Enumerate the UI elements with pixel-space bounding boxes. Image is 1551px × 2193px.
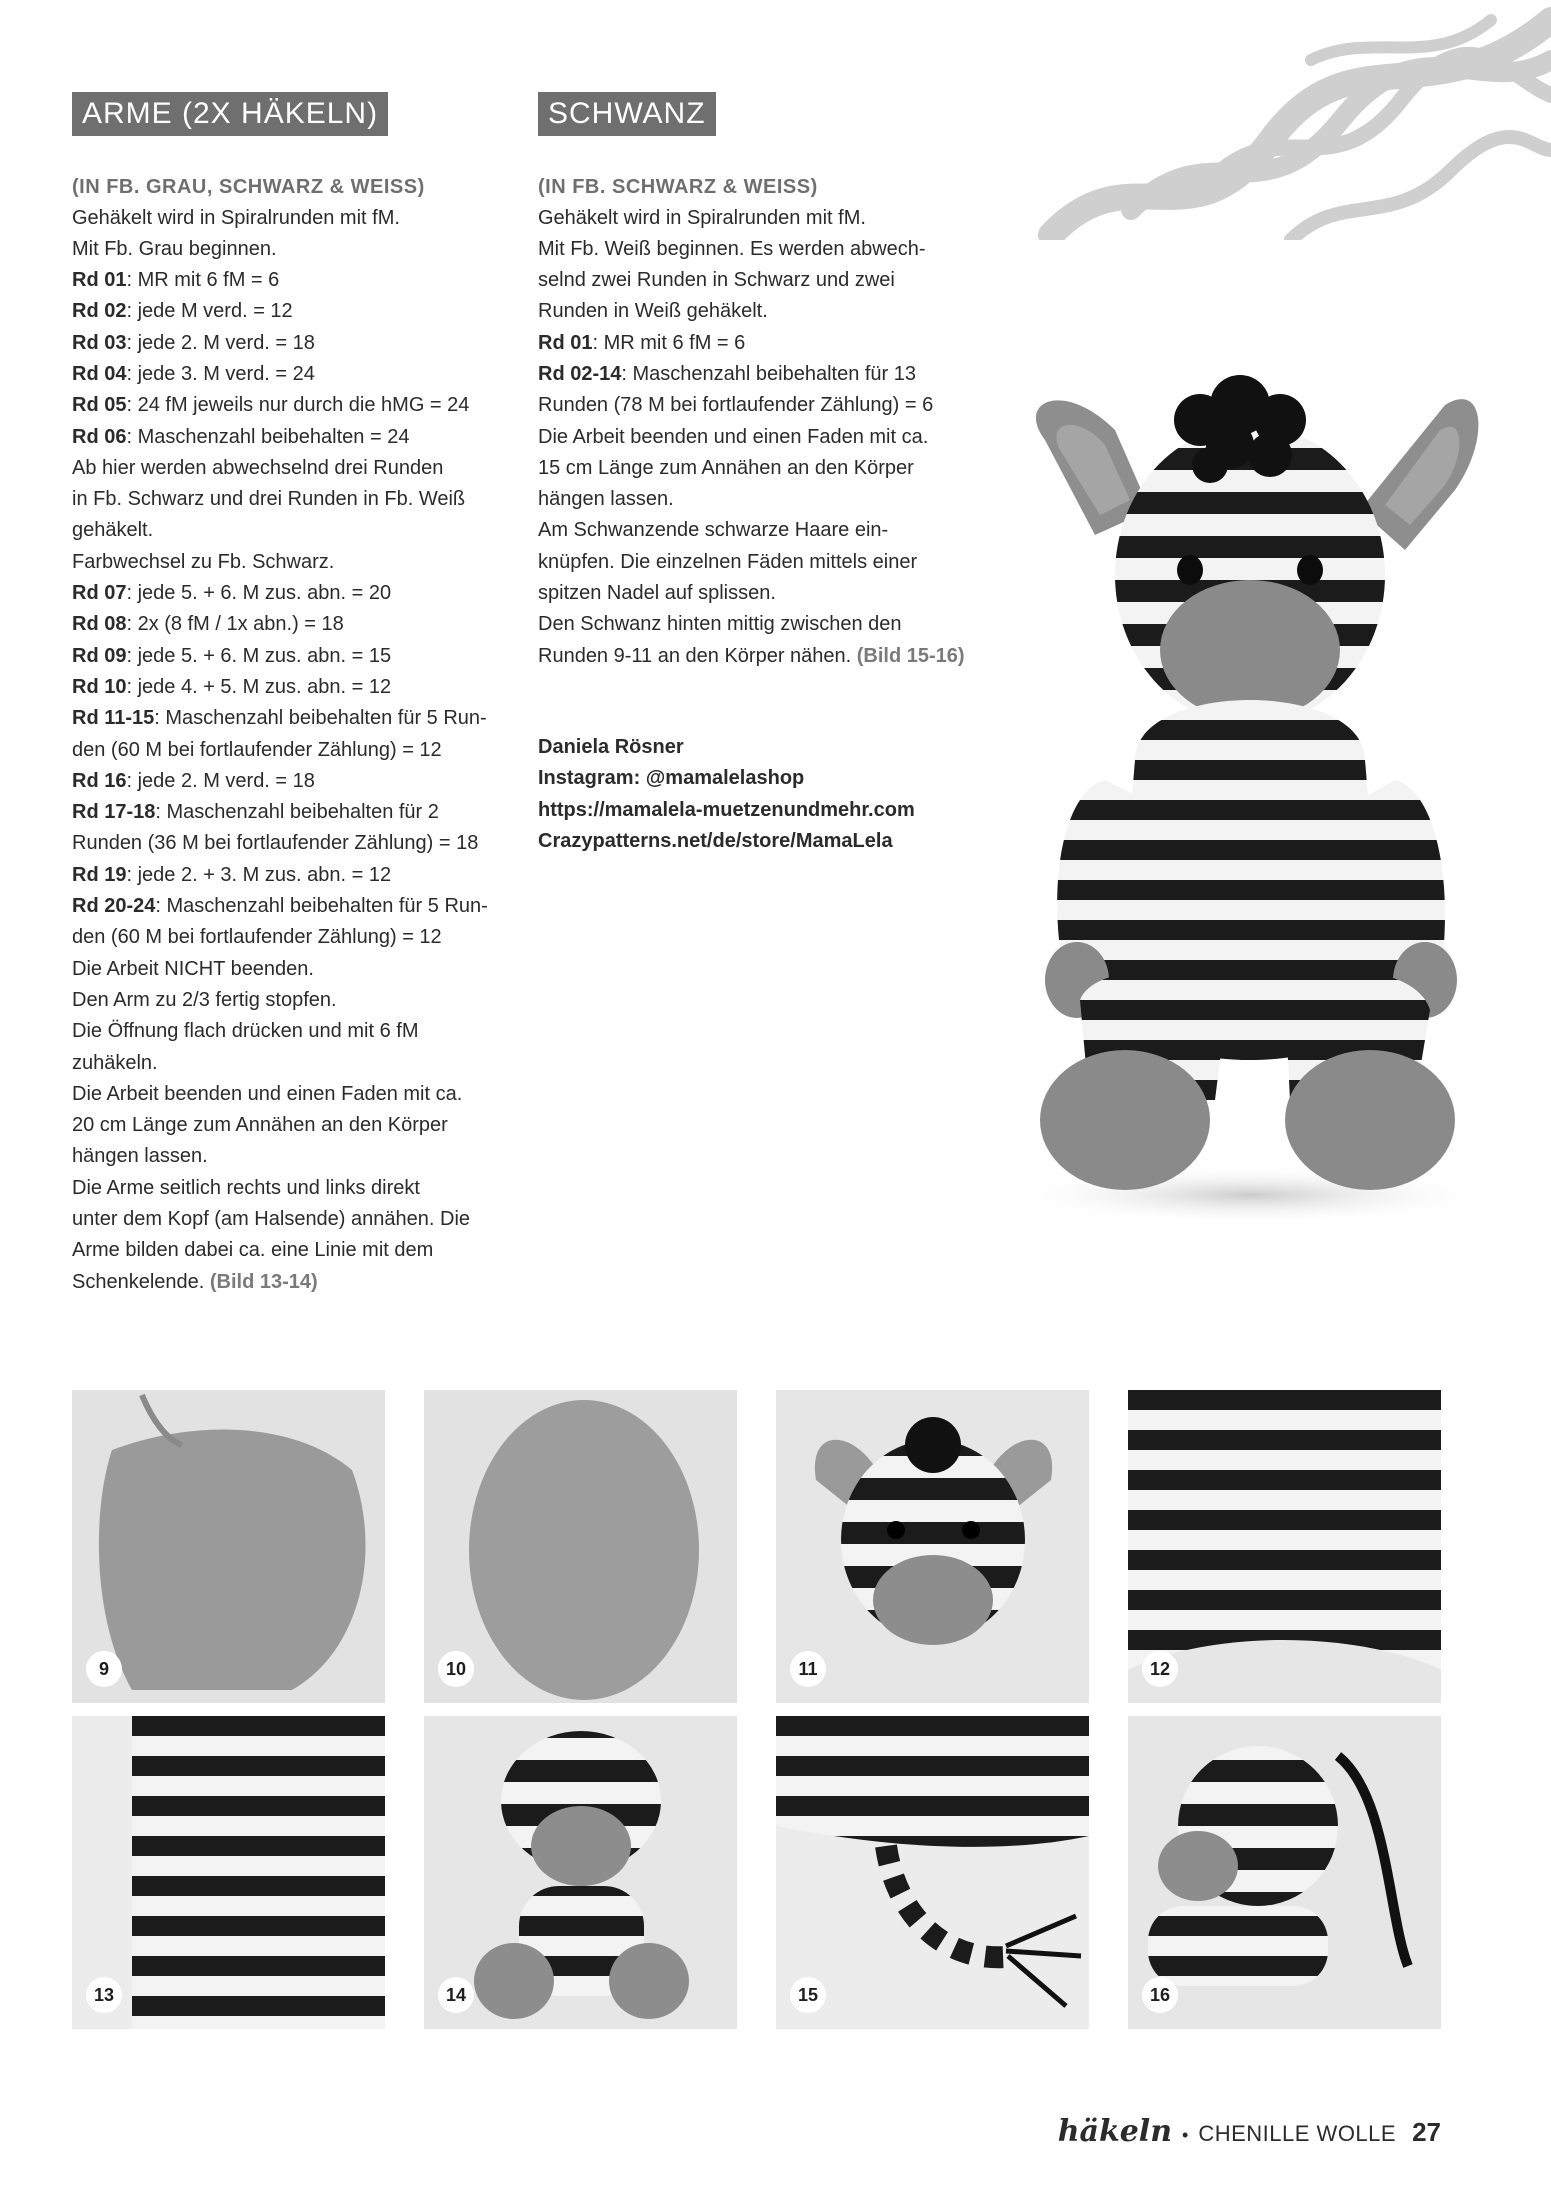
round-label: Rd 02-14: [538, 362, 622, 385]
instruction-line: [72, 515, 512, 546]
step-photo-16: [1128, 1716, 1441, 2029]
instruction-line: [538, 203, 978, 234]
instruction-text: Am Schwanzende schwarze Haare ein-: [538, 519, 889, 542]
grey-crochet-swatch-image: [72, 1390, 385, 1703]
instruction-text: Die Öffnung flach drücken und mit 6 fM: [72, 1020, 419, 1043]
instruction-line: [72, 735, 512, 766]
instruction-text: : Maschenzahl beibehalten = 24: [126, 425, 410, 448]
arms-section: [72, 92, 512, 1298]
instruction-text: : Maschenzahl beibehalten für 5 Run-: [154, 707, 487, 730]
arms-subheading: (IN FB. GRAU, SCHWARZ & WEISS): [72, 175, 425, 198]
instruction-text: Runden (78 M bei fortlaufender Zählung) = 6: [538, 394, 934, 417]
instruction-line: [72, 1235, 512, 1266]
instruction-line: [72, 985, 512, 1016]
instruction-text: unter dem Kopf (am Halsende) annähen. Die: [72, 1208, 471, 1230]
arms-instructions: [72, 203, 512, 1298]
instruction-line: [72, 609, 512, 640]
tail-instructions: [538, 203, 978, 672]
instruction-line: [72, 578, 512, 609]
round-label: Rd 09: [72, 644, 127, 667]
instruction-line: [72, 359, 512, 390]
instruction-text: Runden in Weiß gehäkelt.: [538, 300, 768, 323]
brush-wave-decoration: [1011, 0, 1551, 240]
instruction-text: Die Arbeit NICHT beenden.: [72, 957, 314, 980]
photo-number-badge: 16: [1142, 1977, 1178, 2013]
author-name: Daniela Rösner: [538, 735, 684, 758]
instagram-handle: Instagram: @mamalelashop: [538, 767, 805, 790]
instruction-line: [72, 1141, 512, 1172]
instruction-line: [538, 359, 978, 390]
instruction-line: [72, 766, 512, 797]
instruction-text: Arme bilden dabei ca. eine Linie mit dem: [72, 1239, 434, 1262]
footer-separator: •: [1182, 2125, 1189, 2145]
instruction-line: [72, 484, 512, 515]
instruction-text: hängen lassen.: [538, 488, 674, 511]
instruction-line: [72, 422, 512, 453]
author-credits: [538, 732, 978, 857]
instruction-text: : jede 5. + 6. M zus. abn. = 15: [126, 644, 392, 667]
instruction-text: zuhäkeln.: [72, 1051, 158, 1074]
instruction-text: : Maschenzahl beibehalten für 2: [155, 801, 439, 824]
instruction-line: [72, 672, 512, 703]
round-label: Rd 16: [72, 769, 127, 792]
instruction-line: [72, 703, 512, 734]
website-link: https://mamalela-muetzenundmehr.com: [538, 798, 915, 821]
tail-section: [538, 92, 978, 857]
zebra-tail-closeup-image: [776, 1716, 1089, 2029]
round-label: Rd 01: [72, 269, 127, 292]
step-photo-12: [1128, 1390, 1441, 1703]
instruction-text: den (60 M bei fortlaufender Zählung) = 12: [72, 926, 442, 949]
instruction-line: [72, 1204, 512, 1235]
instruction-text: : jede 4. + 5. M zus. abn. = 12: [126, 675, 392, 698]
instruction-text: : jede 2. M verd. = 18: [126, 331, 315, 354]
instruction-line: [72, 828, 512, 859]
round-label: Rd 20-24: [72, 895, 156, 918]
instruction-line: [72, 954, 512, 985]
instruction-text: Gehäkelt wird in Spiralrunden mit fM.: [72, 206, 400, 229]
image-reference: (Bild 15-16): [856, 644, 965, 667]
instruction-text: Runden 9-11 an den Körper nähen.: [538, 644, 857, 667]
instruction-line: [72, 641, 512, 672]
instruction-line: [72, 797, 512, 828]
step-photo-11: [776, 1390, 1089, 1703]
step-photo-13: [72, 1716, 385, 2029]
instruction-text: : Maschenzahl beibehalten für 13: [621, 362, 917, 385]
instruction-text: : jede 2. M verd. = 18: [126, 769, 315, 792]
instruction-text: gehäkelt.: [72, 519, 154, 542]
magazine-brand: häkeln: [1057, 2114, 1173, 2149]
instruction-line: [538, 641, 978, 672]
instruction-text: Den Schwanz hinten mittig zwischen den: [538, 613, 902, 636]
instruction-line: [538, 328, 978, 359]
instruction-line: [538, 390, 978, 421]
round-label: Rd 05: [72, 394, 127, 417]
instruction-line: [72, 547, 512, 578]
photo-number-badge: 9: [86, 1651, 122, 1687]
round-label: Rd 01: [538, 331, 593, 354]
instruction-text: Mit Fb. Weiß beginnen. Es werden abwech-: [538, 237, 926, 260]
instruction-text: Gehäkelt wird in Spiralrunden mit fM.: [538, 206, 866, 229]
instruction-line: [538, 422, 978, 453]
instruction-line: [72, 390, 512, 421]
instruction-line: [538, 578, 978, 609]
round-label: Rd 07: [72, 582, 127, 605]
photo-number-badge: 12: [1142, 1651, 1178, 1687]
page-number: 27: [1412, 2117, 1441, 2147]
instruction-text: Ab hier werden abwechselnd drei Runden: [72, 456, 444, 479]
instruction-text: spitzen Nadel auf splissen.: [538, 582, 776, 605]
instruction-text: : 24 fM jeweils nur durch die hMG = 24: [126, 394, 470, 417]
round-label: Rd 19: [72, 863, 127, 886]
instruction-text: 20 cm Länge zum Annähen an den Körper: [72, 1114, 448, 1137]
zebra-side-tail-image: [1128, 1716, 1441, 2029]
grey-crochet-ear-image: [424, 1390, 737, 1703]
round-label: Rd 10: [72, 675, 127, 698]
step-photo-10: [424, 1390, 737, 1703]
image-reference: (Bild 13-14): [209, 1270, 318, 1293]
tail-heading: SCHWANZ: [538, 92, 716, 136]
round-label: Rd 03: [72, 331, 127, 354]
instruction-text: Den Arm zu 2/3 fertig stopfen.: [72, 988, 337, 1011]
zebra-arm-attach-image: [72, 1716, 385, 2029]
instruction-text: in Fb. Schwarz und drei Runden in Fb. Weiß: [72, 488, 466, 511]
instruction-text: : jede 3. M verd. = 24: [126, 362, 315, 385]
instruction-text: Die Arme seitlich rechts und links direkt: [72, 1176, 420, 1199]
instruction-text: 15 cm Länge zum Annähen an den Körper: [538, 456, 914, 479]
instruction-text: : jede M verd. = 12: [126, 300, 293, 323]
instruction-line: [72, 922, 512, 953]
instruction-line: [72, 1110, 512, 1141]
instruction-line: [72, 860, 512, 891]
instruction-line: [538, 547, 978, 578]
page-footer: [1058, 2114, 1441, 2149]
round-label: Rd 08: [72, 613, 127, 636]
instruction-line: [72, 203, 512, 234]
zebra-amigurumi-photo: [985, 360, 1505, 1220]
round-label: Rd 02: [72, 300, 127, 323]
instruction-line: [538, 234, 978, 265]
instruction-line: [538, 453, 978, 484]
instruction-line: [72, 891, 512, 922]
instruction-line: [72, 1016, 512, 1047]
instruction-text: Die Arbeit beenden und einen Faden mit ca.: [538, 425, 929, 448]
instruction-text: Schenkelende.: [72, 1270, 210, 1293]
instruction-text: : jede 5. + 6. M zus. abn. = 20: [126, 582, 392, 605]
photo-number-badge: 13: [86, 1977, 122, 2013]
instruction-text: den (60 M bei fortlaufender Zählung) = 12: [72, 738, 442, 761]
zebra-body-closeup-image: [1128, 1390, 1441, 1703]
instruction-text: : MR mit 6 fM = 6: [126, 269, 280, 292]
round-label: Rd 04: [72, 362, 127, 385]
step-photo-14: [424, 1716, 737, 2029]
instruction-text: : MR mit 6 fM = 6: [592, 331, 746, 354]
instruction-line: [72, 1048, 512, 1079]
instruction-text: hängen lassen.: [72, 1145, 208, 1168]
zebra-head-image: [776, 1390, 1089, 1703]
footer-section-title: CHENILLE WOLLE: [1198, 2121, 1397, 2146]
tail-subheading: (IN FB. SCHWARZ & WEISS): [538, 175, 818, 198]
instruction-text: Farbwechsel zu Fb. Schwarz.: [72, 550, 335, 573]
photo-number-badge: 10: [438, 1651, 474, 1687]
instruction-text: Die Arbeit beenden und einen Faden mit ca.: [72, 1082, 463, 1105]
round-label: Rd 17-18: [72, 801, 156, 824]
instruction-text: : 2x (8 fM / 1x abn.) = 18: [126, 613, 344, 636]
instruction-text: : Maschenzahl beibehalten für 5 Run-: [155, 895, 488, 918]
instruction-text: Mit Fb. Grau beginnen.: [72, 237, 277, 260]
instruction-line: [72, 265, 512, 296]
instruction-line: [72, 1173, 512, 1204]
zebra-seated-image: [424, 1716, 737, 2029]
photo-number-badge: 11: [790, 1651, 826, 1687]
photo-number-badge: 15: [790, 1977, 826, 2013]
instruction-line: [538, 484, 978, 515]
instruction-line: [538, 296, 978, 327]
instruction-line: [538, 265, 978, 296]
instruction-text: selnd zwei Runden in Schwarz und zwei: [538, 269, 895, 292]
instruction-line: [72, 328, 512, 359]
arms-heading: ARME (2X HÄKELN): [72, 92, 388, 136]
step-photo-9: [72, 1390, 385, 1703]
round-label: Rd 11-15: [72, 707, 155, 730]
instruction-line: [72, 296, 512, 327]
photo-number-badge: 14: [438, 1977, 474, 2013]
instruction-text: Runden (36 M bei fortlaufender Zählung) = 18: [72, 832, 479, 855]
instruction-line: [72, 453, 512, 484]
step-photo-15: [776, 1716, 1089, 2029]
instruction-line: [72, 1267, 512, 1298]
instruction-line: [538, 609, 978, 640]
shop-link: Crazypatterns.net/de/store/MamaLela: [538, 829, 893, 852]
instruction-text: : jede 2. + 3. M zus. abn. = 12: [126, 863, 392, 886]
instruction-text: knüpfen. Die einzelnen Fäden mittels einer: [538, 550, 918, 573]
round-label: Rd 06: [72, 425, 127, 448]
instruction-line: [72, 1079, 512, 1110]
instruction-line: [538, 515, 978, 546]
instruction-line: [72, 234, 512, 265]
